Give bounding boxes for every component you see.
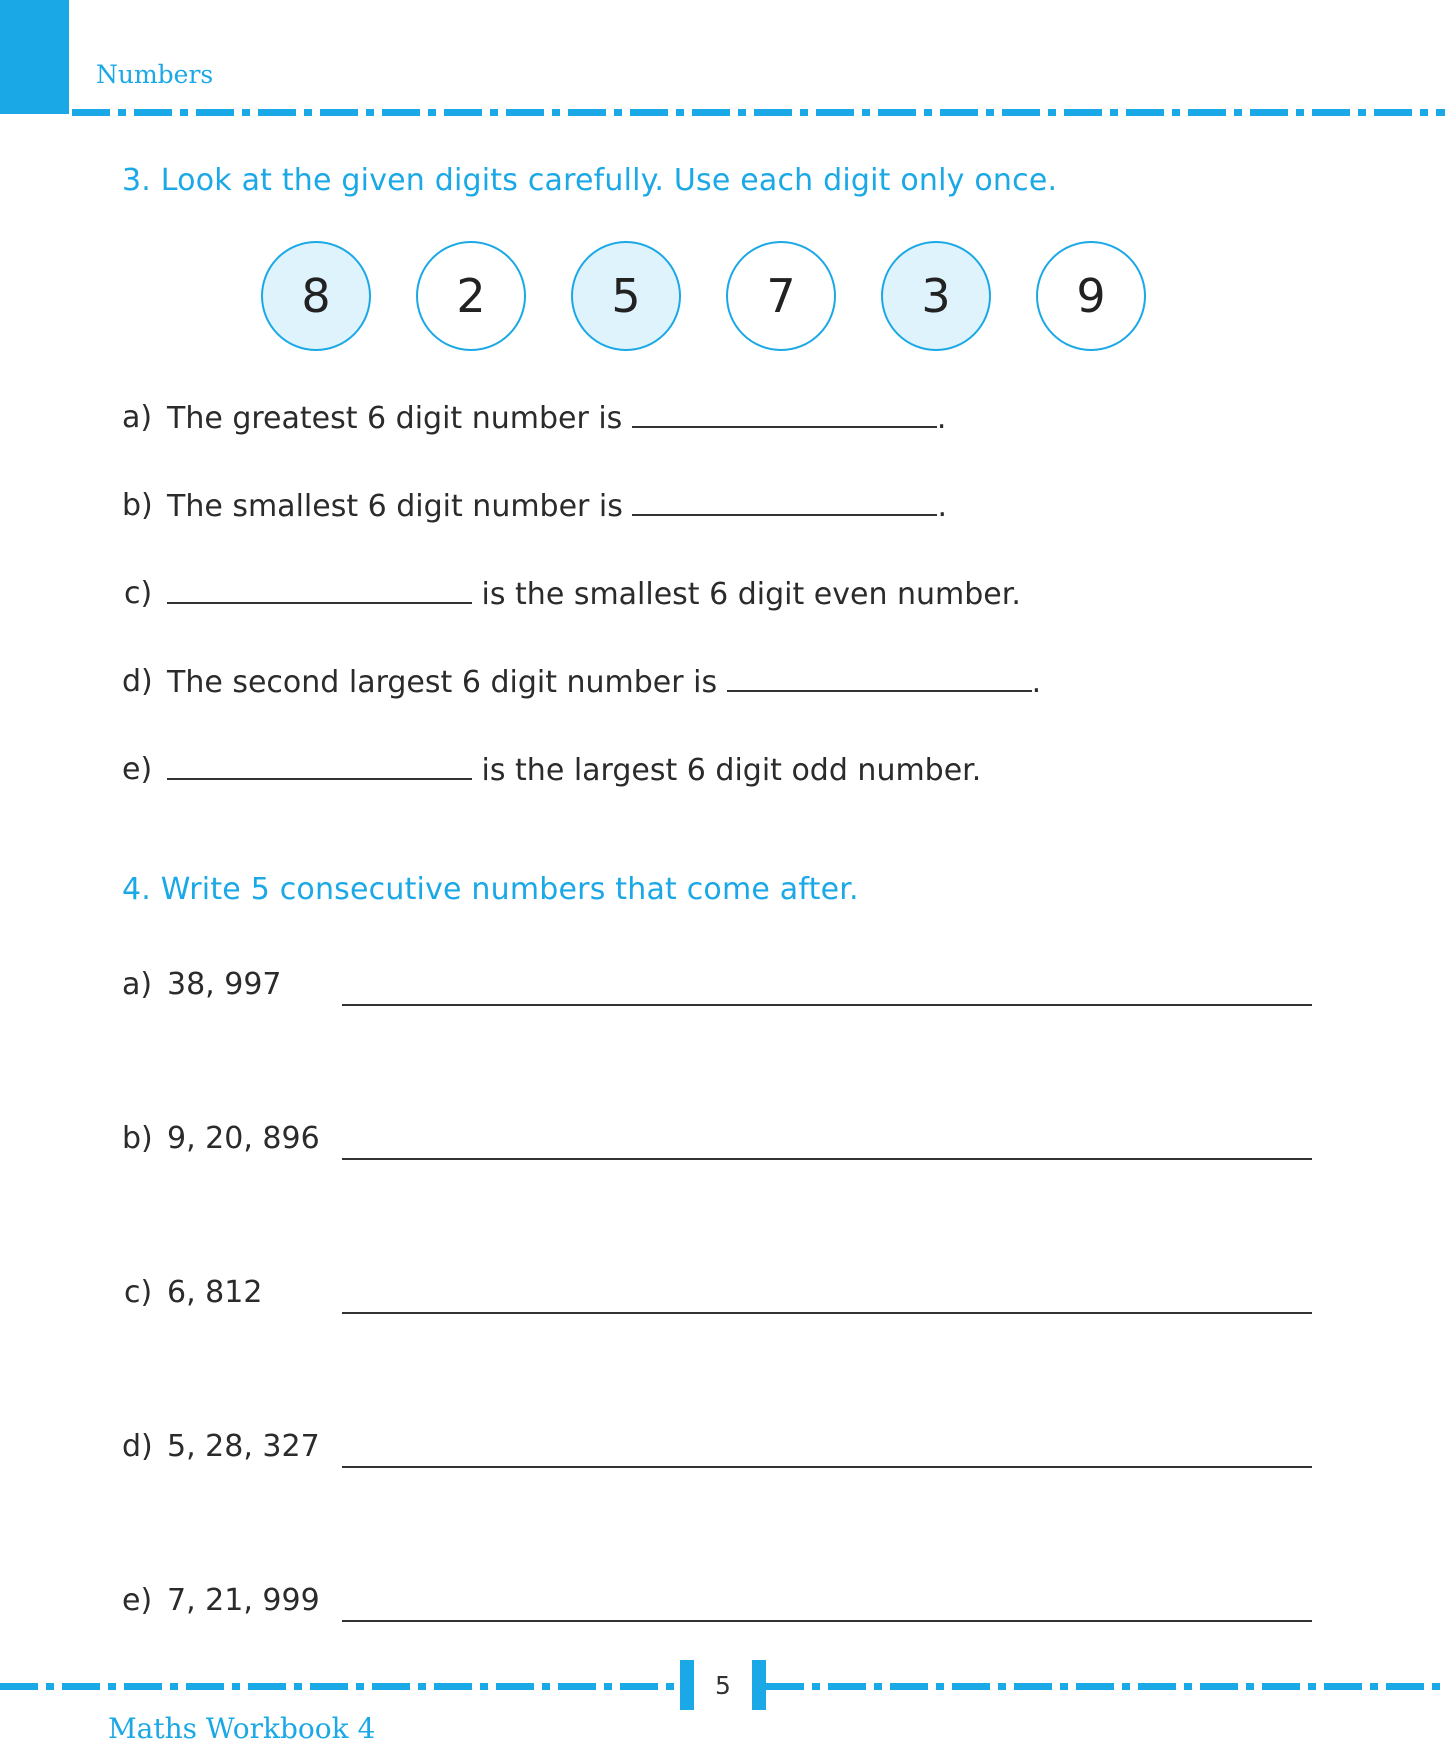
item-prompt: The second largest 6 digit number is (167, 665, 718, 700)
item-punctuation: . (937, 489, 947, 524)
digit-circle: 9 (1036, 241, 1146, 351)
item-punctuation: . (936, 401, 947, 436)
item-text (167, 488, 947, 524)
footer-dashed-rule-right (766, 1683, 1445, 1690)
item-label: a) (122, 967, 153, 1002)
item-text (167, 576, 1021, 612)
digit-circle: 8 (261, 241, 371, 351)
item-label: b) (122, 488, 153, 523)
item-label: d) (122, 664, 153, 699)
item-label: c) (124, 576, 153, 611)
answer-blank[interactable] (632, 488, 937, 516)
answer-blank[interactable] (167, 576, 472, 604)
item-number: 7, 21, 999 (167, 1583, 320, 1618)
item-prompt: is the smallest 6 digit even number. (481, 577, 1021, 612)
item-text (167, 664, 1041, 700)
item-number: 6, 812 (167, 1275, 263, 1310)
item-label: e) (122, 1583, 153, 1618)
footer-dashed-rule-left (0, 1683, 680, 1690)
item-label: c) (124, 1275, 153, 1310)
answer-blank[interactable] (727, 664, 1032, 692)
digit-circle: 3 (881, 241, 991, 351)
header-tab (0, 0, 69, 114)
answer-line[interactable] (342, 1466, 1312, 1468)
item-text (167, 400, 946, 436)
page-number: 5 (680, 1660, 766, 1710)
item-text (167, 752, 981, 788)
answer-line[interactable] (342, 1158, 1312, 1160)
item-prompt: The greatest 6 digit number is (167, 401, 623, 436)
item-label: b) (122, 1121, 153, 1156)
item-number: 5, 28, 327 (167, 1429, 320, 1464)
question-3-heading: 3. Look at the given digits carefully. Use each digit only once. (122, 163, 1058, 198)
answer-line[interactable] (342, 1620, 1312, 1622)
item-label: a) (122, 400, 153, 435)
item-prompt: The smallest 6 digit number is (167, 489, 623, 524)
book-title: Maths Workbook 4 (108, 1712, 376, 1745)
chapter-title: Numbers (96, 60, 214, 89)
item-label: d) (122, 1429, 153, 1464)
item-number: 38, 997 (167, 967, 282, 1002)
item-punctuation: . (1031, 665, 1042, 700)
answer-blank[interactable] (167, 752, 472, 780)
answer-line[interactable] (342, 1312, 1312, 1314)
header-dashed-rule (72, 109, 1445, 116)
item-prompt: is the largest 6 digit odd number. (481, 753, 982, 788)
digit-circle: 2 (416, 241, 526, 351)
question-4-heading: 4. Write 5 consecutive numbers that come after. (122, 872, 859, 907)
item-number: 9, 20, 896 (167, 1121, 320, 1156)
answer-line[interactable] (342, 1004, 1312, 1006)
item-label: e) (122, 752, 153, 787)
digit-circle: 5 (571, 241, 681, 351)
digit-circle: 7 (726, 241, 836, 351)
answer-blank[interactable] (632, 400, 937, 428)
